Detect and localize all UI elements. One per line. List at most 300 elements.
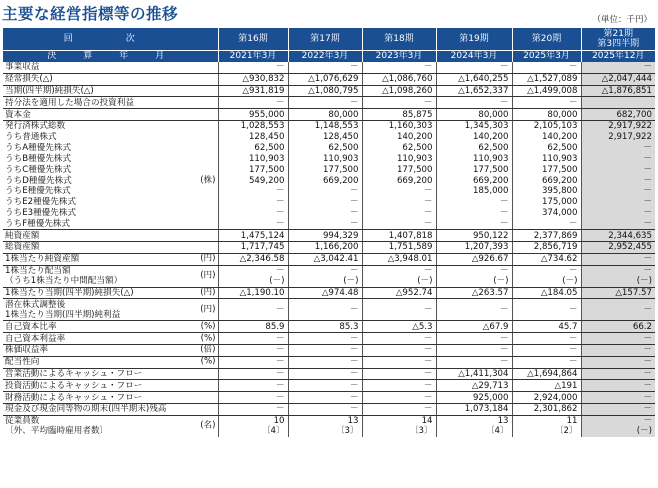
value-cell: － (－) [581, 265, 655, 287]
value-cell: － [362, 186, 436, 197]
table-row [3, 109, 655, 121]
value-cell: 62,500 [218, 143, 288, 154]
value-cell: 128,450 [288, 132, 362, 143]
row-label: 1株当たり純資産額 [5, 254, 80, 265]
row-label: 1株当たり当期(四半期)純損失(△) [5, 287, 134, 298]
header-period-label: 回 次 [3, 28, 218, 51]
value-cell: 13 〔4〕 [436, 415, 512, 437]
row-label-cell [3, 356, 218, 368]
value-cell: － [436, 208, 512, 219]
header-date-1: 2021年3月 [218, 51, 288, 63]
row-label-cell [3, 253, 218, 265]
value-cell: 2,301,862 [512, 403, 581, 415]
value-cell [581, 97, 655, 109]
value-cell: － [512, 62, 581, 73]
row-label: 投資活動によるキャッシュ・フロー [5, 380, 143, 391]
table-row [3, 241, 655, 253]
row-label: 事業収益 [5, 62, 40, 73]
row-label-cell [3, 344, 218, 356]
row-label: 持分法を適用した場合の投資利益 [5, 97, 134, 108]
table-body [3, 62, 655, 437]
value-cell: △184.05 [512, 287, 581, 299]
value-cell: 1,160,303 [362, 120, 436, 131]
value-cell: △926.67 [436, 253, 512, 265]
value-cell: － (－) [512, 265, 581, 287]
value-cell: 110,903 [288, 153, 362, 164]
value-cell: － [288, 208, 362, 219]
row-label: うちE2種優先株式 [5, 197, 77, 208]
value-cell: △3,042.41 [288, 253, 362, 265]
table-row [3, 62, 655, 73]
table-row [3, 344, 655, 356]
row-unit: (株) [200, 175, 216, 186]
row-label: 発行済株式総数 [5, 121, 66, 132]
value-cell: △2,047,444 [581, 73, 655, 85]
value-cell: － [362, 392, 436, 404]
row-label-cell [3, 230, 218, 242]
value-cell: － [218, 208, 288, 219]
row-unit: (円) [200, 304, 216, 315]
table-row [3, 218, 655, 229]
value-cell: － [288, 62, 362, 73]
financial-indicators-table [3, 28, 655, 437]
value-cell: － [362, 344, 436, 356]
value-cell: － [581, 186, 655, 197]
value-cell: △1,694,864 [512, 368, 581, 380]
table-row [3, 299, 655, 321]
page-title: 主要な経営指標等の推移 [2, 5, 179, 23]
value-cell: － [436, 299, 512, 321]
row-label-cell [3, 143, 218, 154]
row-unit: (円) [200, 287, 216, 298]
row-label: 純資産額 [5, 230, 40, 241]
value-cell: 110,903 [362, 153, 436, 164]
row-label-cell [3, 62, 218, 73]
value-cell: △263.57 [436, 287, 512, 299]
value-cell: △5.3 [362, 321, 436, 333]
row-label: 従業員数 〔外、平均臨時雇用者数〕 [5, 416, 109, 437]
row-label-cell [3, 415, 218, 437]
value-cell: － [581, 299, 655, 321]
value-cell: 2,105,103 [512, 120, 581, 131]
value-cell: 62,500 [436, 143, 512, 154]
value-cell: － [288, 186, 362, 197]
row-label: 営業活動によるキャッシュ・フロー [5, 368, 143, 379]
table-row [3, 253, 655, 265]
value-cell: 374,000 [512, 208, 581, 219]
table-row [3, 356, 655, 368]
value-cell: － [362, 97, 436, 109]
row-label-cell [3, 164, 218, 175]
row-label-cell [3, 265, 218, 287]
value-cell: △930,832 [218, 73, 288, 85]
value-cell: － [218, 62, 288, 73]
table-row [3, 164, 655, 175]
header-date-label: 決 算 年 月 [3, 51, 218, 63]
row-label-cell [3, 299, 218, 321]
table-row [3, 208, 655, 219]
row-unit: (%) [200, 333, 216, 344]
row-label: うちF種優先株式 [5, 218, 71, 229]
value-cell: － [436, 62, 512, 73]
value-cell: － [218, 97, 288, 109]
value-cell: － [288, 344, 362, 356]
row-label: 資本金 [5, 109, 31, 120]
value-cell: － [581, 344, 655, 356]
value-cell: － [288, 197, 362, 208]
value-cell: 85,875 [362, 109, 436, 121]
value-cell: － [581, 368, 655, 380]
value-cell: 128,450 [218, 132, 288, 143]
table-row [3, 97, 655, 109]
row-label: うちA種優先株式 [5, 142, 72, 153]
value-cell: － [581, 164, 655, 175]
value-cell: 2,856,719 [512, 241, 581, 253]
value-cell: 1,475,124 [218, 230, 288, 242]
value-cell: － [581, 175, 655, 186]
header-period-6: 第21期 第3四半期 [581, 28, 655, 51]
row-label-cell [3, 392, 218, 404]
value-cell: △1,876,851 [581, 85, 655, 97]
value-cell: － [218, 218, 288, 229]
value-cell: 110,903 [436, 153, 512, 164]
row-label-cell [3, 380, 218, 392]
value-cell: － [362, 368, 436, 380]
value-cell: 80,000 [512, 109, 581, 121]
row-label-cell [3, 132, 218, 143]
value-cell: 1,407,818 [362, 230, 436, 242]
value-cell: － [436, 344, 512, 356]
value-cell: 140,200 [512, 132, 581, 143]
value-cell: － [436, 333, 512, 345]
header-date-4: 2024年3月 [436, 51, 512, 63]
table-row [3, 230, 655, 242]
row-label-cell [3, 197, 218, 208]
value-cell: 682,700 [581, 109, 655, 121]
header-period-4: 第19期 [436, 28, 512, 51]
value-cell: － [218, 392, 288, 404]
value-cell: 2,952,455 [581, 241, 655, 253]
value-cell: 140,200 [362, 132, 436, 143]
value-cell: 1,148,553 [288, 120, 362, 131]
header-row-date [3, 51, 655, 63]
value-cell: 85.9 [218, 321, 288, 333]
value-cell: 62,500 [362, 143, 436, 154]
row-label-cell [3, 97, 218, 109]
table-row [3, 403, 655, 415]
value-cell: － [362, 356, 436, 368]
row-label-cell [3, 368, 218, 380]
value-cell: － (－) [218, 265, 288, 287]
value-cell: △734.62 [512, 253, 581, 265]
value-cell: 669,200 [436, 175, 512, 186]
row-label: うちE3種優先株式 [5, 207, 77, 218]
value-cell: － [581, 253, 655, 265]
header-period-2: 第17期 [288, 28, 362, 51]
value-cell: △1,076,629 [288, 73, 362, 85]
row-label: うち普通株式 [5, 132, 57, 143]
value-cell: － [218, 403, 288, 415]
value-cell: △67.9 [436, 321, 512, 333]
row-unit: (円) [200, 270, 216, 281]
value-cell: 80,000 [288, 109, 362, 121]
table-row [3, 175, 655, 186]
value-cell: 2,344,635 [581, 230, 655, 242]
value-cell: － [581, 197, 655, 208]
value-cell: △29,713 [436, 380, 512, 392]
table-row [3, 73, 655, 85]
value-cell: △1,190.10 [218, 287, 288, 299]
value-cell: △1,080,795 [288, 85, 362, 97]
value-cell: △1,499,008 [512, 85, 581, 97]
value-cell: － [218, 356, 288, 368]
value-cell: 177,500 [362, 164, 436, 175]
value-cell: － [512, 344, 581, 356]
value-cell: － [512, 218, 581, 229]
table-row [3, 368, 655, 380]
value-cell: － [288, 380, 362, 392]
value-cell: － [288, 333, 362, 345]
table-row [3, 153, 655, 164]
row-label-cell [3, 109, 218, 121]
row-unit: (名) [200, 420, 216, 431]
value-cell: － [362, 403, 436, 415]
value-cell: － [362, 62, 436, 73]
value-cell: － [218, 186, 288, 197]
value-cell: － [288, 356, 362, 368]
value-cell: 177,500 [288, 164, 362, 175]
table-row [3, 132, 655, 143]
value-cell: 994,329 [288, 230, 362, 242]
header-date-5: 2025年3月 [512, 51, 581, 63]
value-cell: － [581, 153, 655, 164]
value-cell: － (－) [581, 415, 655, 437]
row-label: 1株当たり配当額 （うち1株当たり中間配当額） [5, 266, 123, 287]
value-cell: 85.3 [288, 321, 362, 333]
value-cell: 2,917,922 [581, 120, 655, 131]
value-cell: △191 [512, 380, 581, 392]
row-unit: (%) [200, 321, 216, 332]
value-cell: 62,500 [288, 143, 362, 154]
header-date-3: 2023年3月 [362, 51, 436, 63]
row-label-cell [3, 321, 218, 333]
value-cell: 66.2 [581, 321, 655, 333]
value-cell: － [218, 344, 288, 356]
value-cell: 955,000 [218, 109, 288, 121]
header-period-3: 第18期 [362, 28, 436, 51]
value-cell: － [362, 208, 436, 219]
row-label: 自己資本比率 [5, 321, 57, 332]
row-label-cell [3, 208, 218, 219]
value-cell: 110,903 [218, 153, 288, 164]
row-label-cell [3, 241, 218, 253]
value-cell: － [581, 218, 655, 229]
value-cell: － [218, 299, 288, 321]
table-row [3, 197, 655, 208]
row-label-cell [3, 120, 218, 131]
value-cell: － [288, 218, 362, 229]
value-cell: 1,345,303 [436, 120, 512, 131]
table-row [3, 186, 655, 197]
value-cell: 1,073,184 [436, 403, 512, 415]
row-label-cell [3, 85, 218, 97]
value-cell: 1,028,553 [218, 120, 288, 131]
row-label-cell [3, 153, 218, 164]
value-cell: － (－) [362, 265, 436, 287]
value-cell: △974.48 [288, 287, 362, 299]
row-label: 財務活動によるキャッシュ・フロー [5, 392, 143, 403]
value-cell: － [362, 197, 436, 208]
value-cell: 2,924,000 [512, 392, 581, 404]
header-period-1: 第16期 [218, 28, 288, 51]
value-cell: － [512, 356, 581, 368]
value-cell: 110,903 [512, 153, 581, 164]
value-cell: － [512, 97, 581, 109]
value-cell: △1,086,760 [362, 73, 436, 85]
value-cell: － [581, 143, 655, 154]
value-cell: － [362, 299, 436, 321]
value-cell: － [512, 299, 581, 321]
value-cell: － [288, 299, 362, 321]
value-cell: 80,000 [436, 109, 512, 121]
value-cell: － [288, 368, 362, 380]
table-row [3, 321, 655, 333]
value-cell: △3,948.01 [362, 253, 436, 265]
header-date-2: 2022年3月 [288, 51, 362, 63]
row-label: 総資産額 [5, 242, 40, 253]
value-cell: 14 〔3〕 [362, 415, 436, 437]
value-cell: 1,751,589 [362, 241, 436, 253]
row-label: 自己資本利益率 [5, 333, 66, 344]
row-label: 株価収益率 [5, 345, 48, 356]
value-cell: 185,000 [436, 186, 512, 197]
row-label-cell [3, 287, 218, 299]
table-row [3, 287, 655, 299]
table-row [3, 392, 655, 404]
table-row [3, 415, 655, 437]
row-label-cell [3, 175, 218, 186]
row-label-cell [3, 403, 218, 415]
value-cell: 549,200 [218, 175, 288, 186]
value-cell: 140,200 [436, 132, 512, 143]
row-label-cell [3, 333, 218, 345]
value-cell: 1,166,200 [288, 241, 362, 253]
header-row-period [3, 28, 655, 51]
value-cell: △1,652,337 [436, 85, 512, 97]
value-cell: － [436, 197, 512, 208]
header-date-6: 2025年12月 [581, 51, 655, 63]
value-cell: 1,207,393 [436, 241, 512, 253]
value-cell: － [362, 380, 436, 392]
value-cell: － [218, 197, 288, 208]
value-cell: 2,377,869 [512, 230, 581, 242]
value-cell: △1,640,255 [436, 73, 512, 85]
value-cell: 13 〔3〕 [288, 415, 362, 437]
row-label: 配当性向 [5, 357, 40, 368]
row-label: うちB種優先株式 [5, 153, 72, 164]
unit-note: （単位：千円） [592, 15, 652, 25]
value-cell: 177,500 [512, 164, 581, 175]
value-cell: △157.57 [581, 287, 655, 299]
value-cell: － [581, 392, 655, 404]
value-cell: 11 〔2〕 [512, 415, 581, 437]
value-cell: 62,500 [512, 143, 581, 154]
value-cell: 669,200 [362, 175, 436, 186]
value-cell: － [218, 380, 288, 392]
value-cell: － [362, 333, 436, 345]
value-cell: － [581, 380, 655, 392]
value-cell: － [288, 97, 362, 109]
row-label-cell [3, 218, 218, 229]
value-cell: 45.7 [512, 321, 581, 333]
value-cell: － [581, 356, 655, 368]
value-cell: △1,527,089 [512, 73, 581, 85]
value-cell: － [436, 97, 512, 109]
row-label: 現金及び現金同等物の期末(四半期末)残高 [5, 404, 167, 415]
row-label: 当期(四半期)純損失(△) [5, 85, 94, 96]
value-cell: － [218, 368, 288, 380]
table-row [3, 333, 655, 345]
value-cell: △1,098,260 [362, 85, 436, 97]
row-label: 潜在株式調整後 1株当たり当期(四半期)純利益 [5, 299, 121, 320]
header-period-5: 第20期 [512, 28, 581, 51]
table-row [3, 120, 655, 131]
row-label: うちC種優先株式 [5, 164, 72, 175]
value-cell: － [581, 333, 655, 345]
value-cell: 395,800 [512, 186, 581, 197]
value-cell: 925,000 [436, 392, 512, 404]
row-unit: (%) [200, 356, 216, 367]
value-cell: 669,200 [288, 175, 362, 186]
value-cell: － [362, 218, 436, 229]
value-cell: － [436, 356, 512, 368]
value-cell: 177,500 [218, 164, 288, 175]
value-cell: － [288, 392, 362, 404]
table-row [3, 143, 655, 154]
value-cell: 10 〔4〕 [218, 415, 288, 437]
value-cell: △2,346.58 [218, 253, 288, 265]
value-cell: △931,819 [218, 85, 288, 97]
row-label: 経常損失(△) [5, 74, 53, 85]
value-cell: 2,917,922 [581, 132, 655, 143]
value-cell: － (－) [436, 265, 512, 287]
row-unit: (倍) [200, 345, 216, 356]
row-label-cell [3, 186, 218, 197]
table-row [3, 85, 655, 97]
row-label: うちD種優先株式 [5, 175, 72, 186]
value-cell: － (－) [288, 265, 362, 287]
value-cell: △1,411,304 [436, 368, 512, 380]
table-row [3, 380, 655, 392]
value-cell: － [436, 218, 512, 229]
value-cell: － [581, 62, 655, 73]
row-label-cell [3, 73, 218, 85]
value-cell: 177,500 [436, 164, 512, 175]
value-cell: － [512, 333, 581, 345]
value-cell: － [581, 403, 655, 415]
value-cell: 175,000 [512, 197, 581, 208]
value-cell: － [288, 403, 362, 415]
value-cell: 669,200 [512, 175, 581, 186]
value-cell: 950,122 [436, 230, 512, 242]
row-label: うちE種優先株式 [5, 186, 71, 197]
value-cell: － [581, 208, 655, 219]
value-cell: △952.74 [362, 287, 436, 299]
row-unit: (円) [200, 253, 216, 264]
value-cell: － [218, 333, 288, 345]
value-cell: 1,717,745 [218, 241, 288, 253]
table-row [3, 265, 655, 287]
